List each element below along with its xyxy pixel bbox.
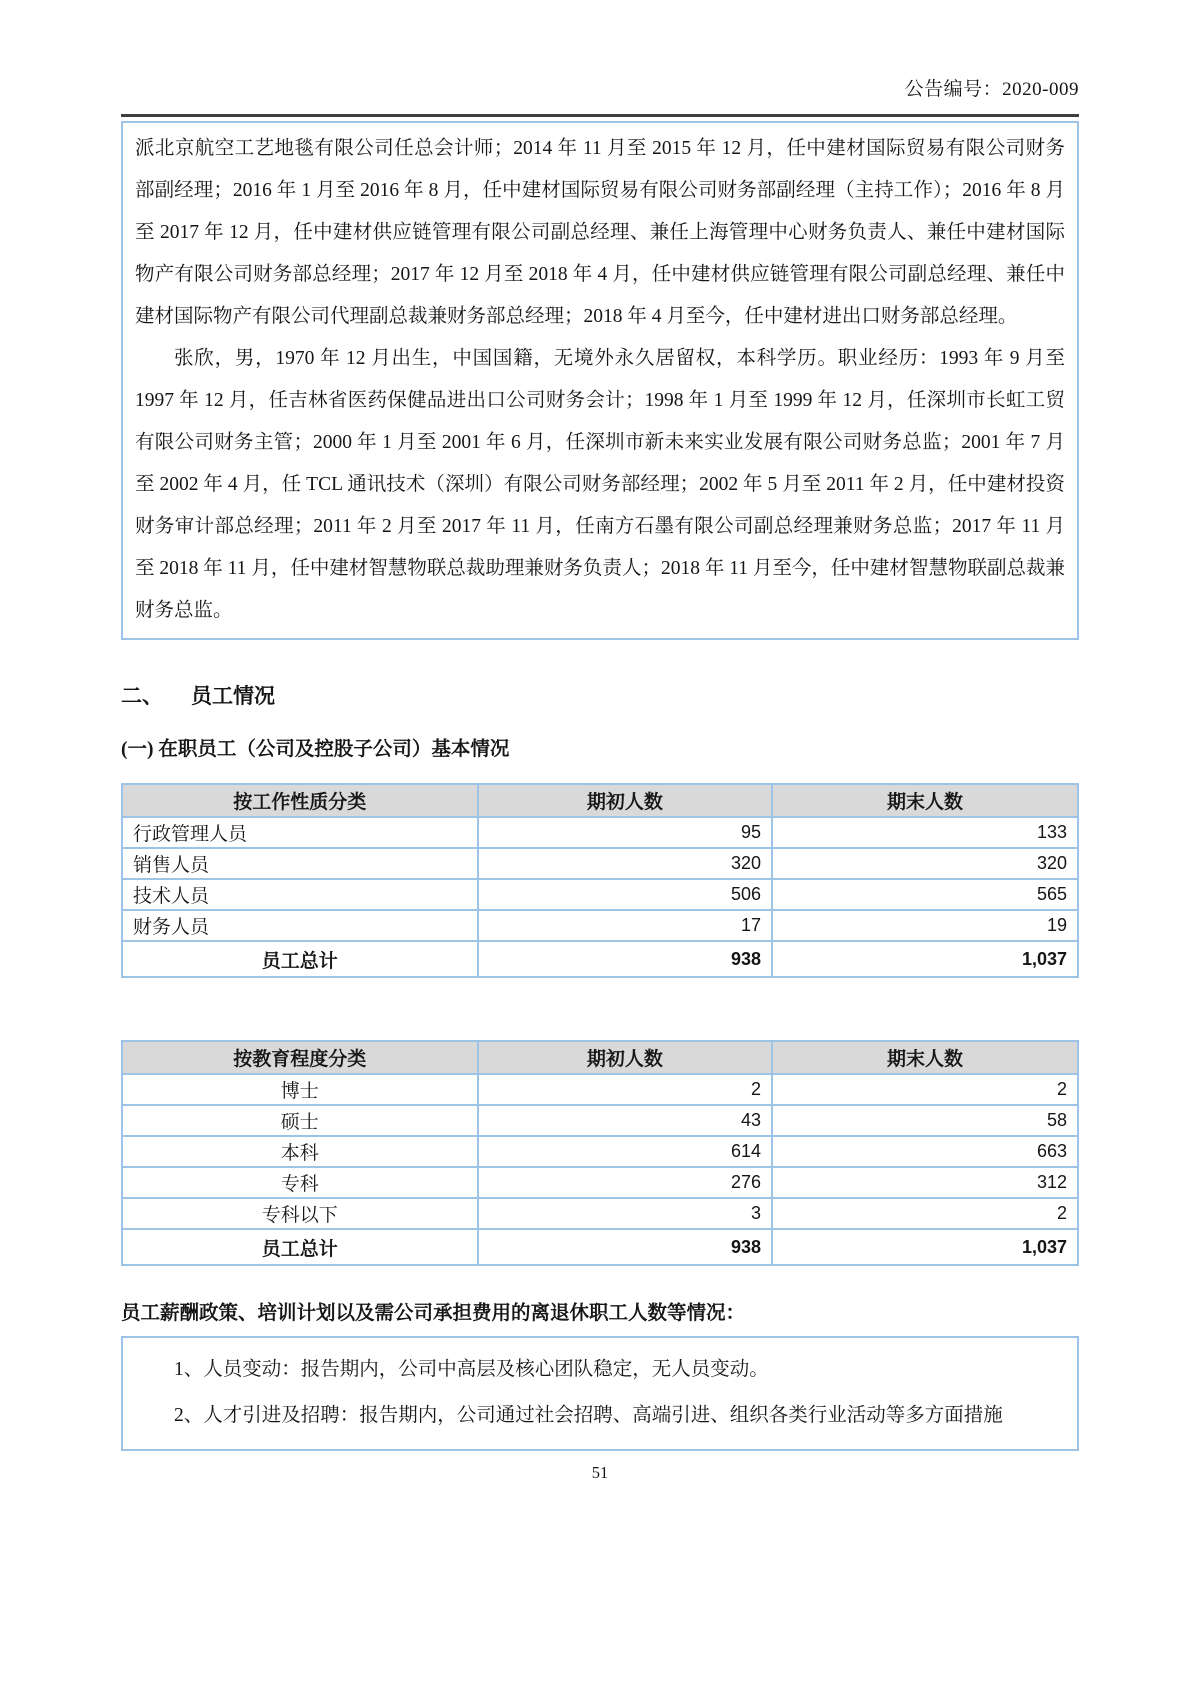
- value-cell: 2: [772, 1198, 1078, 1229]
- value-cell: 3: [478, 1198, 772, 1229]
- value-cell: 133: [772, 817, 1078, 848]
- value-cell: 663: [772, 1136, 1078, 1167]
- employees-by-job-table: [121, 783, 1079, 978]
- value-cell: 320: [478, 848, 772, 879]
- value-cell: 320: [772, 848, 1078, 879]
- category-cell: 行政管理人员: [122, 817, 478, 848]
- value-cell: 614: [478, 1136, 772, 1167]
- value-cell: 19: [772, 910, 1078, 941]
- total-row: [122, 1229, 1078, 1265]
- table-row: [122, 1167, 1078, 1198]
- employees-by-education-table: [121, 1040, 1079, 1266]
- category-cell: 员工总计: [122, 941, 478, 977]
- category-cell: 本科: [122, 1136, 478, 1167]
- category-cell: 专科: [122, 1167, 478, 1198]
- value-cell: 312: [772, 1167, 1078, 1198]
- category-cell: 员工总计: [122, 1229, 478, 1265]
- notes-box: [121, 1336, 1079, 1451]
- table-row: [122, 817, 1078, 848]
- table-row: [122, 1198, 1078, 1229]
- category-cell: 财务人员: [122, 910, 478, 941]
- value-cell: 2: [772, 1074, 1078, 1105]
- value-cell: 95: [478, 817, 772, 848]
- biography-box: [121, 121, 1079, 640]
- biography-paragraph: 张欣，男，1970 年 12 月出生，中国国籍，无境外永久居留权，本科学历。职业经历：1993 年 9 月至 1997 年 12 月，任吉林省医药保健品进出口公司财务会计；1998 年 1 月至 1999 年 12 月，任深圳市长虹工贸有限公司财务主管；2000 年 1 月至 2001 年 6 月，任深圳市新未来实业发展有限公司财务总监；2001 年 7 月至 2002 年 4 月，任 TCL 通讯技术（深圳）有限公司财务部经理；2002 年 5 月至 2011 年 2 月，任中建材投资财务审计部总经理；2011 年 2 月至 2017 年 11 月，任南方石墨有限公司副总经理兼财务总监；2017 年 11 月至 2018 年 11 月，任中建材智慧物联总裁助理兼财务负责人；2018 年 11 月至今，任中建材智慧物联副总裁兼财务总监。: [135, 348, 1065, 621]
- category-cell: 硕士: [122, 1105, 478, 1136]
- table-row: [122, 1074, 1078, 1105]
- content-column: [121, 0, 1079, 1483]
- column-header: 按工作性质分类: [122, 784, 478, 817]
- category-cell: 博士: [122, 1074, 478, 1105]
- category-cell: 专科以下: [122, 1198, 478, 1229]
- value-cell: 17: [478, 910, 772, 941]
- value-cell: 58: [772, 1105, 1078, 1136]
- value-cell: 276: [478, 1167, 772, 1198]
- section-heading: [121, 680, 1079, 710]
- value-cell: 938: [478, 1229, 772, 1265]
- value-cell: 1,037: [772, 941, 1078, 977]
- announcement-number: 公告编号：2020-009: [904, 79, 1079, 100]
- value-cell: 43: [478, 1105, 772, 1136]
- total-row: [122, 941, 1078, 977]
- section-number: 二、: [121, 684, 163, 708]
- value-cell: 565: [772, 879, 1078, 910]
- table-header-row: [122, 1041, 1078, 1074]
- biography-paragraph: 派北京航空工艺地毯有限公司任总会计师；2014 年 11 月至 2015 年 12 月，任中建材国际贸易有限公司财务部副经理；2016 年 1 月至 2016 年 8 月，任中建材国际贸易有限公司财务部副经理（主持工作）；2016 年 8 月至 2017 年 12 月，任中建材供应链管理有限公司副总经理、兼任上海管理中心财务负责人、兼任中建材国际物产有限公司财务部总经理；2017 年 12 月至 2018 年 4 月，任中建材供应链管理有限公司副总经理、兼任中建材国际物产有限公司代理副总裁兼财务部总经理；2018 年 4 月至今，任中建材进出口财务部总经理。: [135, 138, 1065, 327]
- table-row: [122, 879, 1078, 910]
- table-row: [122, 848, 1078, 879]
- value-cell: 2: [478, 1074, 772, 1105]
- category-cell: 技术人员: [122, 879, 478, 910]
- column-header: 按教育程度分类: [122, 1041, 478, 1074]
- table-header-row: [122, 784, 1078, 817]
- table-row: [122, 1136, 1078, 1167]
- column-header: 期初人数: [478, 784, 772, 817]
- note-item: 2、人才引进及招聘：报告期内，公司通过社会招聘、高端引进、组织各类行业活动等多方面措施: [174, 1405, 1003, 1426]
- subsection-heading: (一) 在职员工（公司及控股子公司）基本情况: [121, 739, 510, 760]
- table-row: [122, 1105, 1078, 1136]
- page-number: 51: [591, 1463, 609, 1482]
- value-cell: 938: [478, 941, 772, 977]
- value-cell: 1,037: [772, 1229, 1078, 1265]
- notes-heading: 员工薪酬政策、培训计划以及需公司承担费用的离退休职工人数等情况：: [121, 1303, 746, 1324]
- table-row: [122, 910, 1078, 941]
- header-rule: [121, 114, 1079, 117]
- column-header: 期初人数: [478, 1041, 772, 1074]
- section-title: 员工情况: [191, 684, 275, 708]
- note-item: 1、人员变动：报告期内，公司中高层及核心团队稳定，无人员变动。: [174, 1359, 769, 1380]
- value-cell: 506: [478, 879, 772, 910]
- column-header: 期末人数: [772, 1041, 1078, 1074]
- column-header: 期末人数: [772, 784, 1078, 817]
- category-cell: 销售人员: [122, 848, 478, 879]
